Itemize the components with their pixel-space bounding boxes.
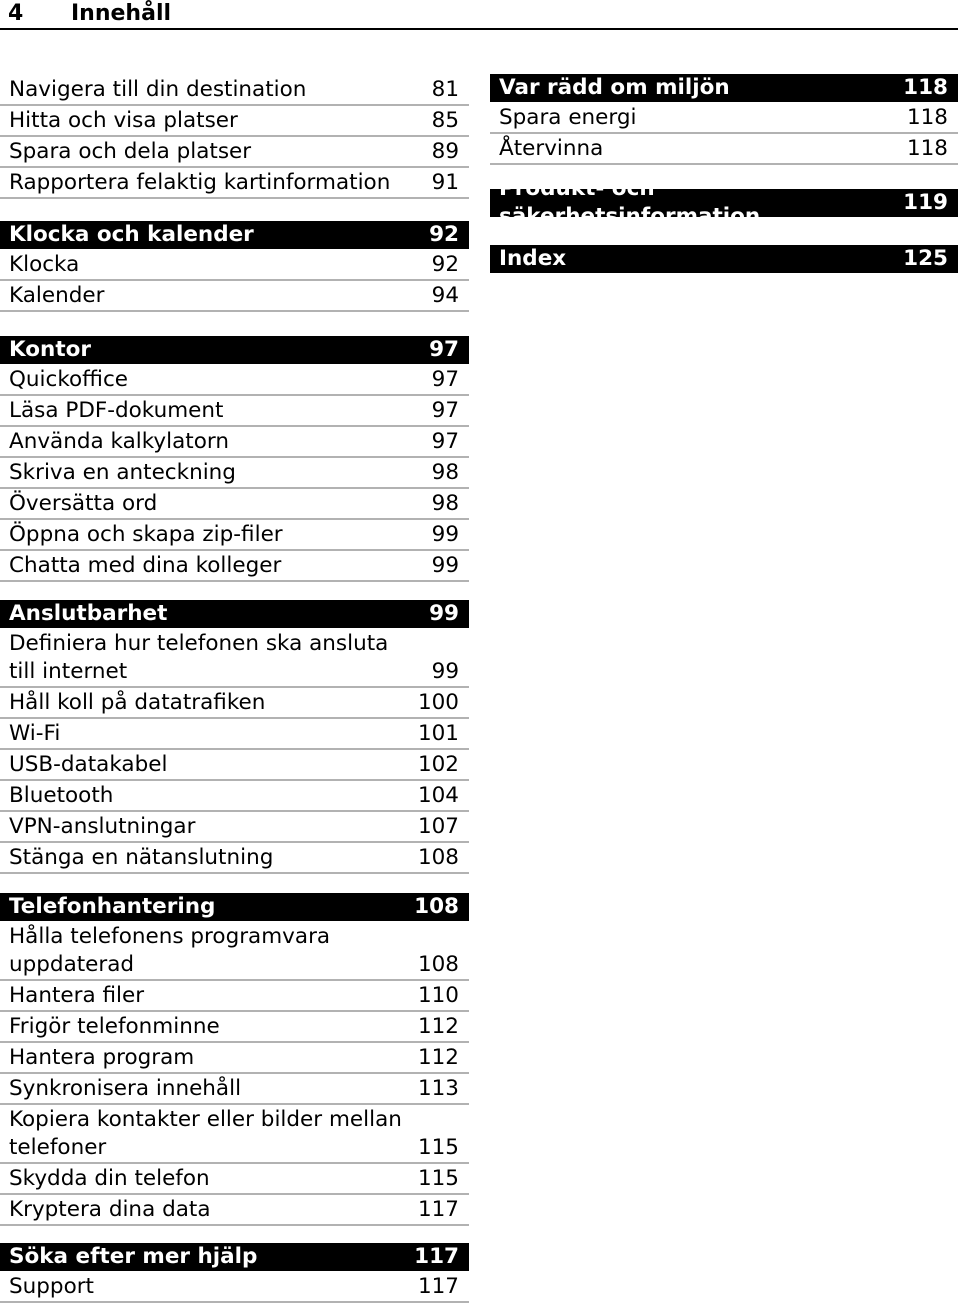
toc-entry-page: 100 xyxy=(417,690,459,715)
toc-entry-title: Spara och dela platser xyxy=(9,139,252,164)
section-title: Klocka och kalender xyxy=(9,222,254,247)
toc-entry-title: Hantera program xyxy=(9,1045,195,1070)
toc-entry-title: Skriva en anteckning xyxy=(9,460,236,485)
toc-entry-page: 115 xyxy=(417,1135,459,1160)
toc-section-connectivity xyxy=(0,600,469,875)
toc-entry-define-connection[interactable] xyxy=(0,630,469,688)
section-page: 125 xyxy=(903,246,948,271)
toc-entry-title: Öppna och skapa zip-filer xyxy=(9,522,283,547)
section-title: Söka efter mer hjälp xyxy=(9,1244,258,1269)
toc-entry-translate-words[interactable] xyxy=(0,490,469,520)
toc-entry-vpn[interactable] xyxy=(0,813,469,843)
toc-entry-page: 107 xyxy=(417,814,459,839)
toc-entry-quickoffice[interactable] xyxy=(0,366,469,396)
toc-entry-close-connection[interactable] xyxy=(0,844,469,874)
toc-entry-title: Frigör telefonminne xyxy=(9,1014,220,1039)
section-title: Telefonhantering xyxy=(9,894,216,919)
toc-section-index xyxy=(490,245,958,273)
toc-entry-page: 101 xyxy=(417,721,459,746)
section-header-connectivity[interactable] xyxy=(0,600,469,628)
section-page: 92 xyxy=(429,222,459,247)
toc-entry-title: Hålla telefonens programvara uppdaterad xyxy=(9,924,331,977)
toc-entry-data-traffic[interactable] xyxy=(0,689,469,719)
section-header-index[interactable] xyxy=(490,245,958,273)
toc-entry-title: Återvinna xyxy=(499,136,604,161)
toc-entry-page: 99 xyxy=(431,522,459,547)
toc-entry-page: 81 xyxy=(431,77,459,102)
toc-entry-page: 118 xyxy=(906,136,948,161)
toc-entry-page: 97 xyxy=(431,398,459,423)
toc-entry-title: Wi-Fi xyxy=(9,721,61,746)
toc-entry-title: Översätta ord xyxy=(9,491,158,516)
page-number: 4 xyxy=(8,1,24,26)
toc-section-clock-calendar xyxy=(0,221,469,313)
section-title: Kontor xyxy=(9,337,92,362)
section-page: 117 xyxy=(414,1244,459,1269)
toc-entry-wifi[interactable] xyxy=(0,720,469,750)
toc-section-help xyxy=(0,1243,469,1304)
toc-entry-chat-colleagues[interactable] xyxy=(0,552,469,582)
section-header-product-safety[interactable] xyxy=(490,176,958,229)
toc-entry-sync-content[interactable] xyxy=(0,1075,469,1105)
toc-entry-support[interactable] xyxy=(0,1273,469,1303)
toc-entry-page: 118 xyxy=(906,105,948,130)
toc-entry-report-map-info[interactable] xyxy=(0,169,469,199)
toc-entry-title: Använda kalkylatorn xyxy=(9,429,229,454)
toc-entry-zip-files[interactable] xyxy=(0,521,469,551)
toc-entry-encrypt-data[interactable] xyxy=(0,1196,469,1226)
section-title: Var rädd om miljön xyxy=(499,75,730,100)
toc-entry-calendar[interactable] xyxy=(0,282,469,312)
toc-entry-save-places[interactable] xyxy=(0,138,469,168)
toc-entry-page: 97 xyxy=(431,367,459,392)
toc-entry-free-memory[interactable] xyxy=(0,1013,469,1043)
section-title: Index xyxy=(499,246,567,271)
section-page: 97 xyxy=(429,337,459,362)
toc-entry-page: 117 xyxy=(417,1197,459,1222)
toc-entry-usb-cable[interactable] xyxy=(0,751,469,781)
toc-entry-title: Hantera filer xyxy=(9,983,145,1008)
toc-section-product-safety xyxy=(490,176,958,229)
toc-entry-title: VPN-anslutningar xyxy=(9,814,196,839)
toc-entry-manage-files[interactable] xyxy=(0,982,469,1012)
toc-entry-page: 108 xyxy=(417,845,459,870)
toc-entry-clock[interactable] xyxy=(0,251,469,281)
toc-entry-title: Skydda din telefon xyxy=(9,1166,210,1191)
toc-entry-title: Support xyxy=(9,1274,94,1299)
toc-section-navigation xyxy=(0,76,469,200)
section-page: 119 xyxy=(903,190,948,215)
toc-entry-page: 117 xyxy=(417,1274,459,1299)
section-header-help[interactable] xyxy=(0,1243,469,1271)
toc-entry-bluetooth[interactable] xyxy=(0,782,469,812)
toc-entry-copy-contacts[interactable] xyxy=(0,1106,469,1164)
toc-entry-title: Kopiera kontakter eller bilder mellan telefoner xyxy=(9,1107,402,1160)
toc-entry-page: 113 xyxy=(417,1076,459,1101)
toc-entry-page: 94 xyxy=(431,283,459,308)
toc-entry-title: Bluetooth xyxy=(9,783,114,808)
chapter-title: Innehåll xyxy=(71,1,172,26)
toc-section-phone-management xyxy=(0,893,469,1227)
toc-entry-page: 112 xyxy=(417,1014,459,1039)
toc-entry-title: Navigera till din destination xyxy=(9,77,307,102)
toc-entry-navigate-destination[interactable] xyxy=(0,76,469,106)
toc-entry-title: Spara energi xyxy=(499,105,637,130)
toc-entry-page: 85 xyxy=(431,108,459,133)
section-title: Anslutbarhet xyxy=(9,601,168,626)
section-page: 118 xyxy=(903,75,948,100)
section-header-environment[interactable] xyxy=(490,74,958,102)
toc-entry-update-software[interactable] xyxy=(0,923,469,981)
toc-entry-manage-apps[interactable] xyxy=(0,1044,469,1074)
toc-entry-page: 115 xyxy=(417,1166,459,1191)
toc-entry-title: USB-datakabel xyxy=(9,752,168,777)
toc-entry-calculator[interactable] xyxy=(0,428,469,458)
toc-entry-save-energy[interactable] xyxy=(490,104,958,134)
toc-entry-title: Kryptera dina data xyxy=(9,1197,211,1222)
toc-entry-page: 98 xyxy=(431,491,459,516)
toc-entry-title: Quickoffice xyxy=(9,367,129,392)
toc-entry-page: 97 xyxy=(431,429,459,454)
section-title: Produkt- och säkerhetsinformation xyxy=(499,176,761,229)
toc-section-office xyxy=(0,336,469,583)
toc-entry-page: 110 xyxy=(417,983,459,1008)
section-header-clock-calendar[interactable] xyxy=(0,221,469,249)
page-header xyxy=(0,0,958,30)
toc-entry-title: Rapportera felaktig kartinformation xyxy=(9,170,391,195)
toc-entry-read-pdf[interactable] xyxy=(0,397,469,427)
toc-entry-title: Definiera hur telefonen ska ansluta till internet xyxy=(9,631,389,684)
toc-entry-page: 98 xyxy=(431,460,459,485)
toc-entry-page: 89 xyxy=(431,139,459,164)
toc-entry-title: Håll koll på datatrafiken xyxy=(9,690,266,715)
toc-entry-page: 112 xyxy=(417,1045,459,1070)
toc-entry-page: 99 xyxy=(431,553,459,578)
toc-entry-title: Klocka xyxy=(9,252,80,277)
toc-entry-title: Synkronisera innehåll xyxy=(9,1076,242,1101)
toc-entry-protect-phone[interactable] xyxy=(0,1165,469,1195)
section-page: 108 xyxy=(414,894,459,919)
section-header-phone-management[interactable] xyxy=(0,893,469,921)
toc-section-environment xyxy=(490,74,958,166)
toc-entry-page: 91 xyxy=(431,170,459,195)
toc-entry-title: Hitta och visa platser xyxy=(9,108,238,133)
toc-entry-title: Läsa PDF-dokument xyxy=(9,398,224,423)
toc-entry-recycle[interactable] xyxy=(490,135,958,165)
section-header-office[interactable] xyxy=(0,336,469,364)
toc-entry-page: 99 xyxy=(431,659,459,684)
toc-entry-write-note[interactable] xyxy=(0,459,469,489)
toc-entry-page: 104 xyxy=(417,783,459,808)
toc-entry-page: 108 xyxy=(417,952,459,977)
toc-entry-page: 102 xyxy=(417,752,459,777)
toc-entry-page: 92 xyxy=(431,252,459,277)
toc-entry-find-places[interactable] xyxy=(0,107,469,137)
section-page: 99 xyxy=(429,601,459,626)
toc-entry-title: Kalender xyxy=(9,283,105,308)
toc-entry-title: Chatta med dina kolleger xyxy=(9,553,282,578)
toc-entry-title: Stänga en nätanslutning xyxy=(9,845,274,870)
